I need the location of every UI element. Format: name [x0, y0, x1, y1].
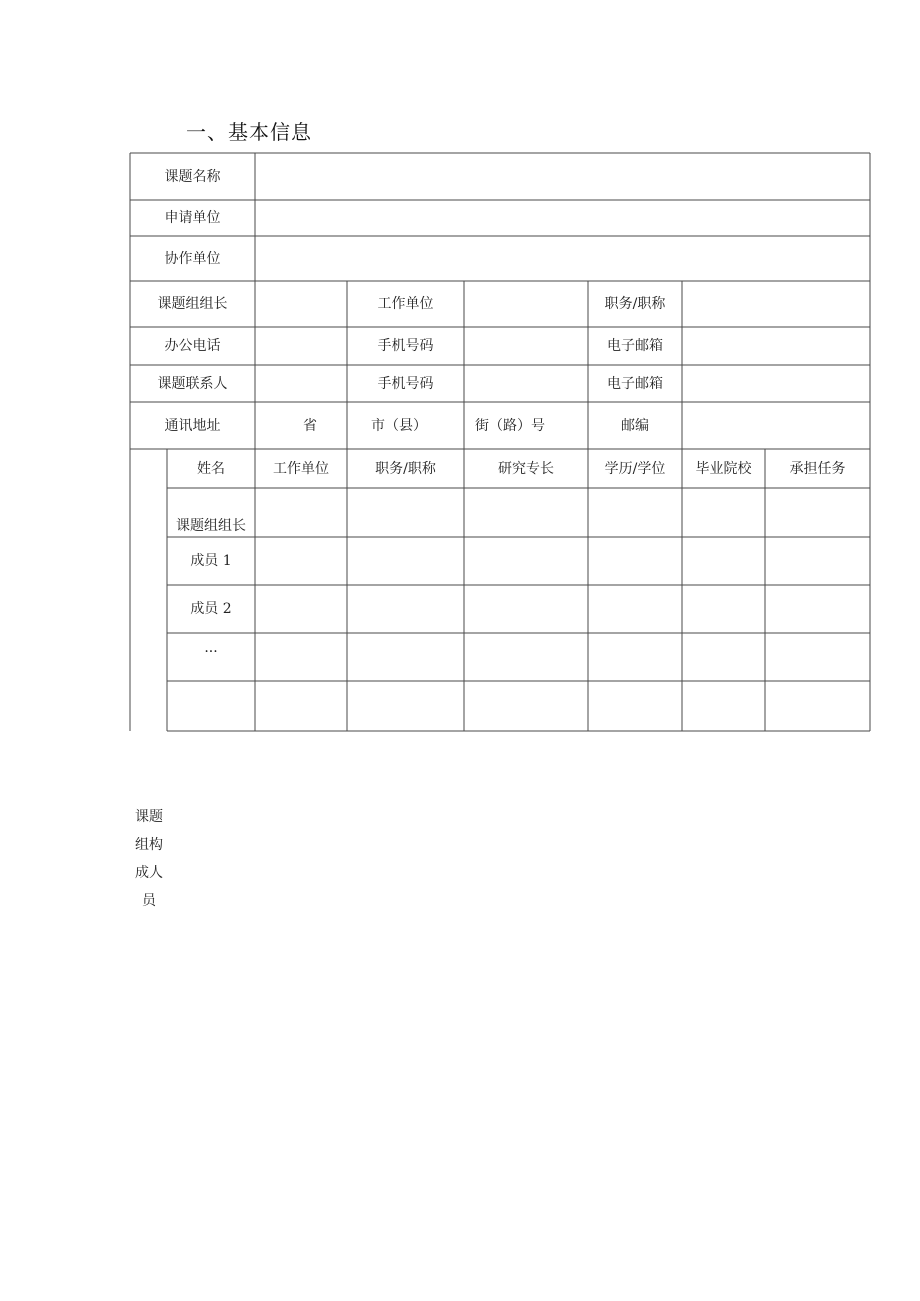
project-name-field[interactable] — [255, 153, 870, 200]
address-province-label: 省 — [303, 417, 317, 434]
address-label: 通讯地址 — [164, 417, 221, 434]
leader-name-field[interactable] — [255, 281, 347, 327]
postcode-label: 邮编 — [621, 417, 649, 434]
header-graduated-school: 毕业院校 — [695, 460, 752, 477]
members-group-label — [130, 803, 168, 915]
header-education-degree: 学历/学位 — [604, 460, 666, 477]
mobile-field[interactable] — [464, 327, 588, 365]
contact-name-field[interactable] — [255, 365, 347, 402]
contact-label: 课题联系人 — [157, 375, 228, 392]
header-work-unit: 工作单位 — [273, 460, 329, 477]
member-row-blank-name[interactable] — [167, 681, 255, 731]
members-group-label-line: 组构 — [135, 837, 163, 853]
members-group-label-line: 员 — [142, 893, 156, 909]
member-row-1-name: 成员 1 — [190, 553, 232, 569]
header-assigned-task: 承担任务 — [789, 460, 846, 477]
members-group-label-line: 课题 — [135, 809, 163, 825]
work-unit-label: 工作单位 — [377, 296, 434, 312]
member-row-leader-name: 课题组组长 — [176, 518, 246, 534]
email-label: 电子邮箱 — [607, 338, 663, 354]
project-name-label: 课题名称 — [164, 168, 221, 185]
position-title-label: 职务/职称 — [604, 296, 666, 312]
office-phone-label: 办公电话 — [164, 338, 221, 354]
cooperating-unit-field[interactable] — [255, 236, 870, 281]
work-unit-field[interactable] — [464, 281, 588, 327]
position-title-field[interactable] — [682, 281, 870, 327]
contact-mobile-field[interactable] — [464, 365, 588, 402]
members-group-label-line: 成人 — [135, 865, 163, 881]
contact-mobile-label: 手机号码 — [377, 375, 434, 392]
contact-email-label: 电子邮箱 — [607, 375, 663, 392]
header-position-title: 职务/职称 — [375, 460, 436, 477]
email-field[interactable] — [682, 327, 870, 365]
office-phone-field[interactable] — [255, 327, 347, 365]
basic-info-table — [130, 153, 870, 909]
applicant-unit-field[interactable] — [255, 200, 870, 236]
member-row-ellipsis-name: ··· — [204, 644, 218, 660]
address-city-label: 市（县） — [371, 417, 427, 434]
contact-email-field[interactable] — [682, 365, 870, 402]
member-row-2-name: 成员 2 — [190, 601, 232, 617]
header-name: 姓名 — [197, 460, 225, 477]
leader-label: 课题组组长 — [157, 296, 228, 312]
cooperating-unit-label: 协作单位 — [164, 250, 221, 267]
address-street-label: 街（路）号 — [475, 417, 545, 434]
section-title: 一、基本信息 — [186, 120, 312, 144]
mobile-label: 手机号码 — [377, 338, 434, 354]
postcode-field[interactable] — [682, 402, 870, 449]
applicant-unit-label: 申请单位 — [164, 210, 221, 226]
header-research-specialty: 研究专长 — [498, 460, 554, 477]
address-field[interactable] — [255, 402, 588, 449]
